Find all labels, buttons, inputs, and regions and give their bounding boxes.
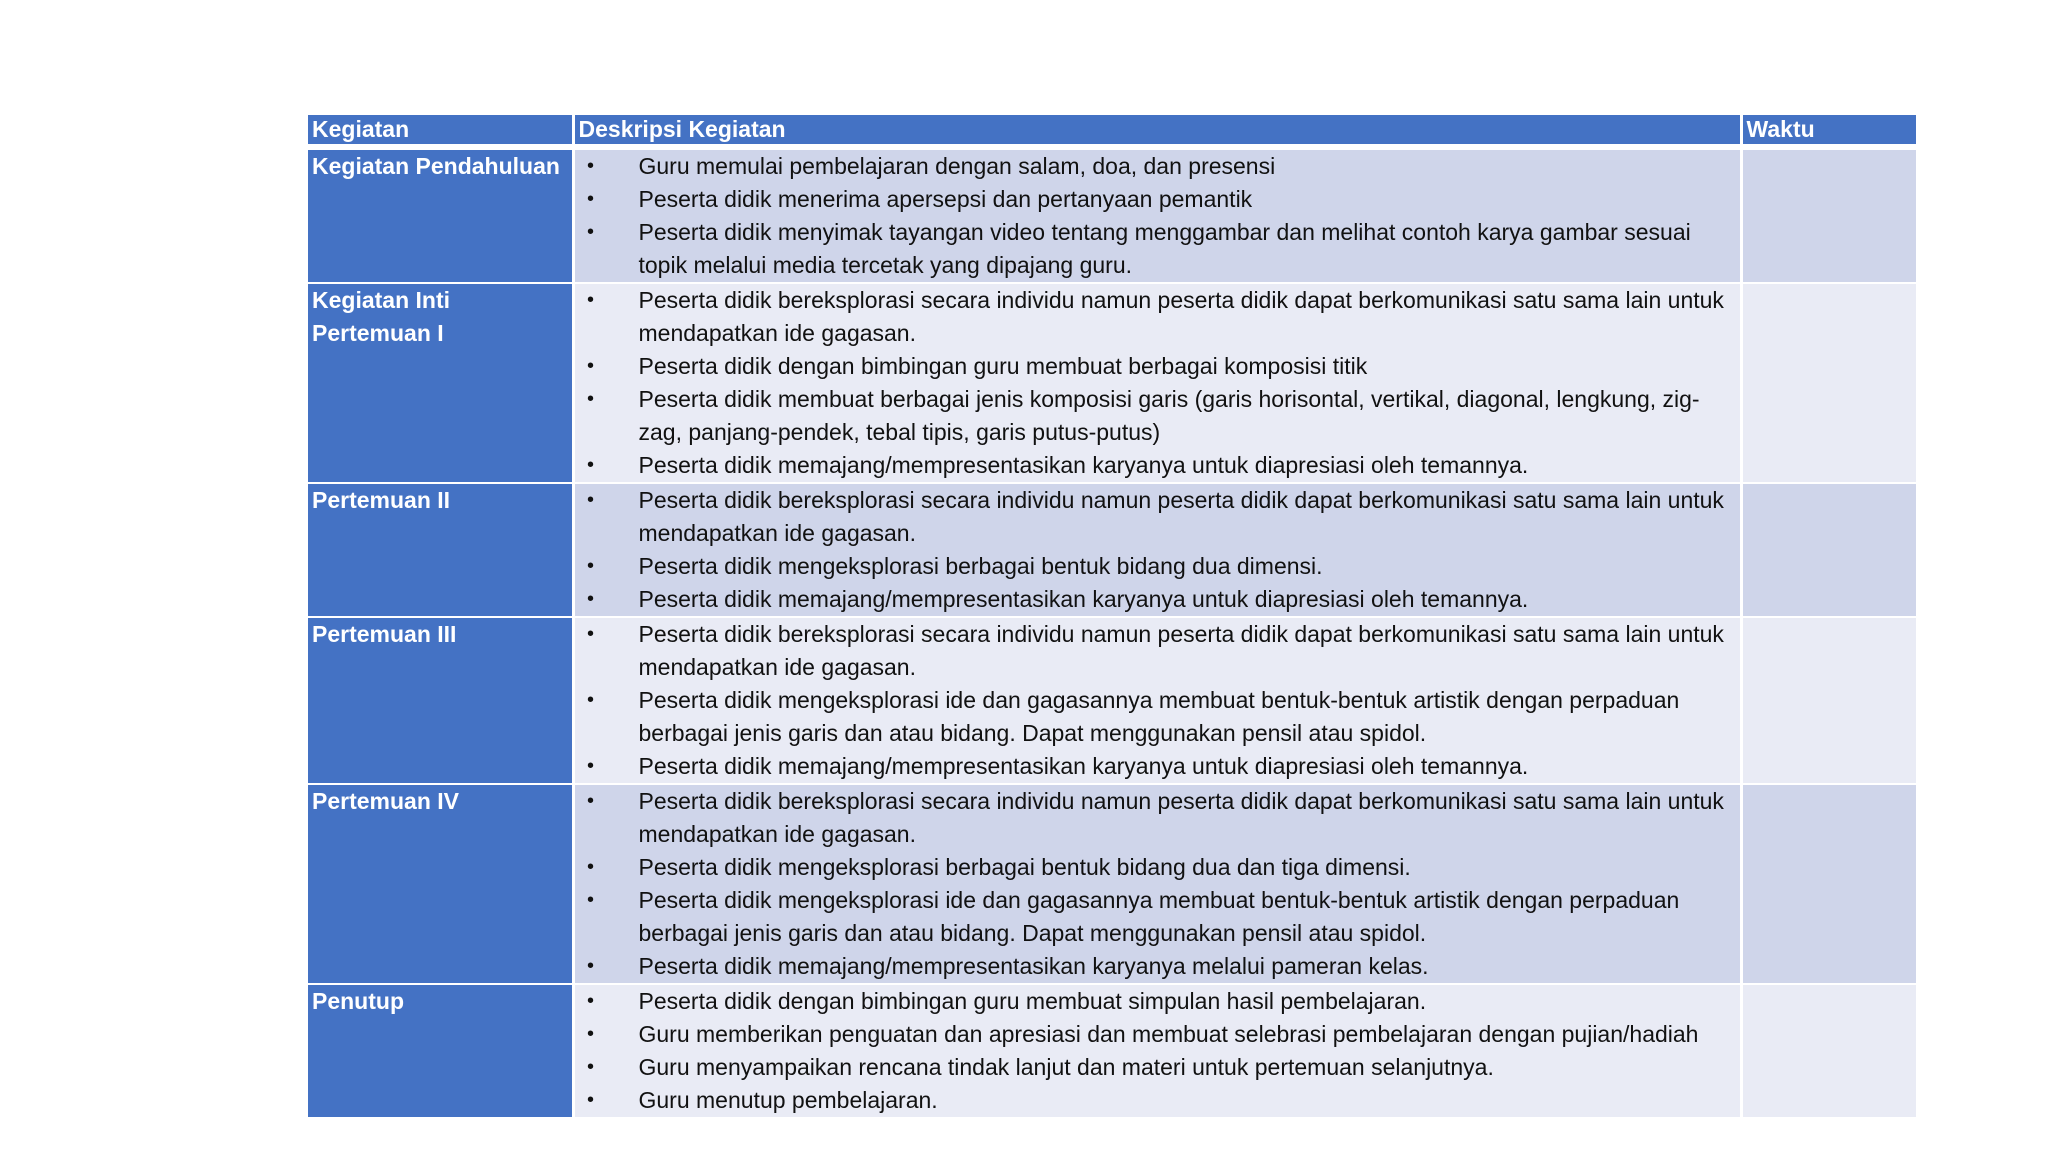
activity-name-cell bbox=[308, 984, 573, 1118]
description-list bbox=[579, 618, 1736, 783]
activity-name-cell bbox=[308, 283, 573, 483]
list-item-text: Peserta didik bereksplorasi secara individu namun peserta didik dapat berkomunikasi satu sama lain untuk mendapatkan ide gagasan. bbox=[638, 487, 1724, 546]
list-item-text: Peserta didik bereksplorasi secara individu namun peserta didik dapat berkomunikasi satu sama lain untuk mendapatkan ide gagasan. bbox=[638, 287, 1724, 346]
list-item-text: Peserta didik memajang/mempresentasikan karyanya melalui pameran kelas. bbox=[638, 953, 1429, 979]
activity-name-cell bbox=[308, 483, 573, 617]
bullet-icon: • bbox=[586, 588, 594, 610]
list-item bbox=[579, 350, 1736, 383]
bullet-icon: • bbox=[586, 1023, 594, 1045]
table-body bbox=[308, 147, 1916, 1118]
description-list bbox=[579, 785, 1736, 983]
bullet-icon: • bbox=[586, 1056, 594, 1078]
table-row bbox=[308, 784, 1916, 984]
list-item bbox=[579, 785, 1736, 851]
table-row bbox=[308, 984, 1916, 1118]
header-time: Waktu bbox=[1741, 115, 1916, 147]
list-item bbox=[579, 284, 1736, 350]
list-item-text: Peserta didik mengeksplorasi berbagai bentuk bidang dua dan tiga dimensi. bbox=[638, 854, 1411, 880]
bullet-icon: • bbox=[586, 388, 594, 410]
list-item-text: Peserta didik bereksplorasi secara individu namun peserta didik dapat berkomunikasi satu sama lain untuk mendapatkan ide gagasan. bbox=[638, 621, 1724, 680]
bullet-icon: • bbox=[586, 355, 594, 377]
bullet-icon: • bbox=[586, 990, 594, 1012]
bullet-icon: • bbox=[586, 755, 594, 777]
list-item-text: Peserta didik menyimak tayangan video tentang menggambar dan melihat contoh karya gambar sesuai topik melalui media tercetak yang dipajang guru. bbox=[638, 219, 1691, 278]
activity-name: Pertemuan IV bbox=[312, 788, 459, 814]
description-list bbox=[579, 985, 1736, 1117]
activity-description-cell bbox=[573, 483, 1741, 617]
bullet-icon: • bbox=[586, 1089, 594, 1111]
activity-description-cell bbox=[573, 283, 1741, 483]
activity-name: Pertemuan II bbox=[312, 487, 451, 513]
time-cell bbox=[1741, 784, 1916, 984]
list-item bbox=[579, 1051, 1736, 1084]
time-cell bbox=[1741, 147, 1916, 283]
list-item-text: Peserta didik memajang/mempresentasikan karyanya untuk diapresiasi oleh temannya. bbox=[638, 452, 1529, 478]
table-row bbox=[308, 483, 1916, 617]
bullet-icon: • bbox=[586, 623, 594, 645]
list-item-text: Peserta didik memajang/mempresentasikan karyanya untuk diapresiasi oleh temannya. bbox=[638, 586, 1529, 612]
activity-description-cell bbox=[573, 617, 1741, 784]
description-list bbox=[579, 484, 1736, 616]
bullet-icon: • bbox=[586, 955, 594, 977]
activity-description-cell bbox=[573, 984, 1741, 1118]
bullet-icon: • bbox=[586, 856, 594, 878]
table-header-row bbox=[308, 115, 1916, 147]
list-item-text: Peserta didik dengan bimbingan guru membuat berbagai komposisi titik bbox=[638, 353, 1368, 379]
bullet-icon: • bbox=[586, 489, 594, 511]
list-item bbox=[579, 1018, 1736, 1051]
list-item-text: Guru menyampaikan rencana tindak lanjut dan materi untuk pertemuan selanjutnya. bbox=[638, 1054, 1494, 1080]
list-item bbox=[579, 183, 1736, 216]
table-row bbox=[308, 617, 1916, 784]
bullet-icon: • bbox=[586, 555, 594, 577]
list-item-text: Peserta didik mengeksplorasi berbagai bentuk bidang dua dimensi. bbox=[638, 553, 1323, 579]
list-item bbox=[579, 618, 1736, 684]
list-item-text: Guru memberikan penguatan dan apresiasi dan membuat selebrasi pembelajaran dengan pujian/hadiah bbox=[638, 1021, 1699, 1047]
table-row bbox=[308, 283, 1916, 483]
activity-name: Pertemuan III bbox=[312, 621, 457, 647]
list-item-text: Peserta didik membuat berbagai jenis komposisi garis (garis horisontal, vertikal, diagonal, lengkung, zig-zag, panjang-pendek, tebal tipis, garis putus-putus) bbox=[638, 386, 1700, 445]
list-item-text: Guru menutup pembelajaran. bbox=[638, 1087, 938, 1113]
table-row bbox=[308, 147, 1916, 283]
activity-table bbox=[308, 115, 1916, 1119]
activity-name-cell bbox=[308, 784, 573, 984]
bullet-icon: • bbox=[586, 188, 594, 210]
description-list bbox=[579, 284, 1736, 482]
list-item bbox=[579, 851, 1736, 884]
bullet-icon: • bbox=[586, 289, 594, 311]
activity-description-cell bbox=[573, 147, 1741, 283]
bullet-icon: • bbox=[586, 790, 594, 812]
bullet-icon: • bbox=[586, 889, 594, 911]
list-item bbox=[579, 750, 1736, 783]
list-item bbox=[579, 684, 1736, 750]
header-activity: Kegiatan bbox=[308, 115, 573, 147]
list-item bbox=[579, 484, 1736, 550]
bullet-icon: • bbox=[586, 155, 594, 177]
activity-description-cell bbox=[573, 784, 1741, 984]
list-item bbox=[579, 216, 1736, 282]
activity-name: Pertemuan I bbox=[312, 320, 444, 346]
list-item bbox=[579, 550, 1736, 583]
list-item-text: Peserta didik dengan bimbingan guru membuat simpulan hasil pembelajaran. bbox=[638, 988, 1427, 1014]
activity-name-cell bbox=[308, 147, 573, 283]
activity-name: Kegiatan Inti bbox=[312, 287, 451, 313]
activity-name: Penutup bbox=[312, 988, 404, 1014]
list-item bbox=[579, 150, 1736, 183]
list-item-text: Peserta didik mengeksplorasi ide dan gagasannya membuat bentuk-bentuk artistik dengan perpaduan berbagai jenis garis dan atau bidang. Dapat menggunakan pensil atau spidol. bbox=[638, 687, 1680, 746]
list-item bbox=[579, 985, 1736, 1018]
list-item-text: Peserta didik mengeksplorasi ide dan gagasannya membuat bentuk-bentuk artistik dengan perpaduan berbagai jenis garis dan atau bidang. Dapat menggunakan pensil atau spidol. bbox=[638, 887, 1680, 946]
list-item bbox=[579, 884, 1736, 950]
list-item bbox=[579, 1084, 1736, 1117]
list-item bbox=[579, 383, 1736, 449]
list-item bbox=[579, 950, 1736, 983]
time-cell bbox=[1741, 617, 1916, 784]
list-item bbox=[579, 449, 1736, 482]
time-cell bbox=[1741, 984, 1916, 1118]
time-cell bbox=[1741, 283, 1916, 483]
header-description: Deskripsi Kegiatan bbox=[573, 115, 1741, 147]
activity-name: Kegiatan Pendahuluan bbox=[312, 153, 560, 179]
bullet-icon: • bbox=[586, 689, 594, 711]
activity-name-cell bbox=[308, 617, 573, 784]
list-item-text: Guru memulai pembelajaran dengan salam, doa, dan presensi bbox=[638, 153, 1276, 179]
time-cell bbox=[1741, 483, 1916, 617]
bullet-icon: • bbox=[586, 221, 594, 243]
bullet-icon: • bbox=[586, 454, 594, 476]
list-item bbox=[579, 583, 1736, 616]
list-item-text: Peserta didik menerima apersepsi dan pertanyaan pemantik bbox=[638, 186, 1253, 212]
list-item-text: Peserta didik bereksplorasi secara individu namun peserta didik dapat berkomunikasi satu sama lain untuk mendapatkan ide gagasan. bbox=[638, 788, 1724, 847]
description-list bbox=[579, 150, 1736, 282]
list-item-text: Peserta didik memajang/mempresentasikan karyanya untuk diapresiasi oleh temannya. bbox=[638, 753, 1529, 779]
